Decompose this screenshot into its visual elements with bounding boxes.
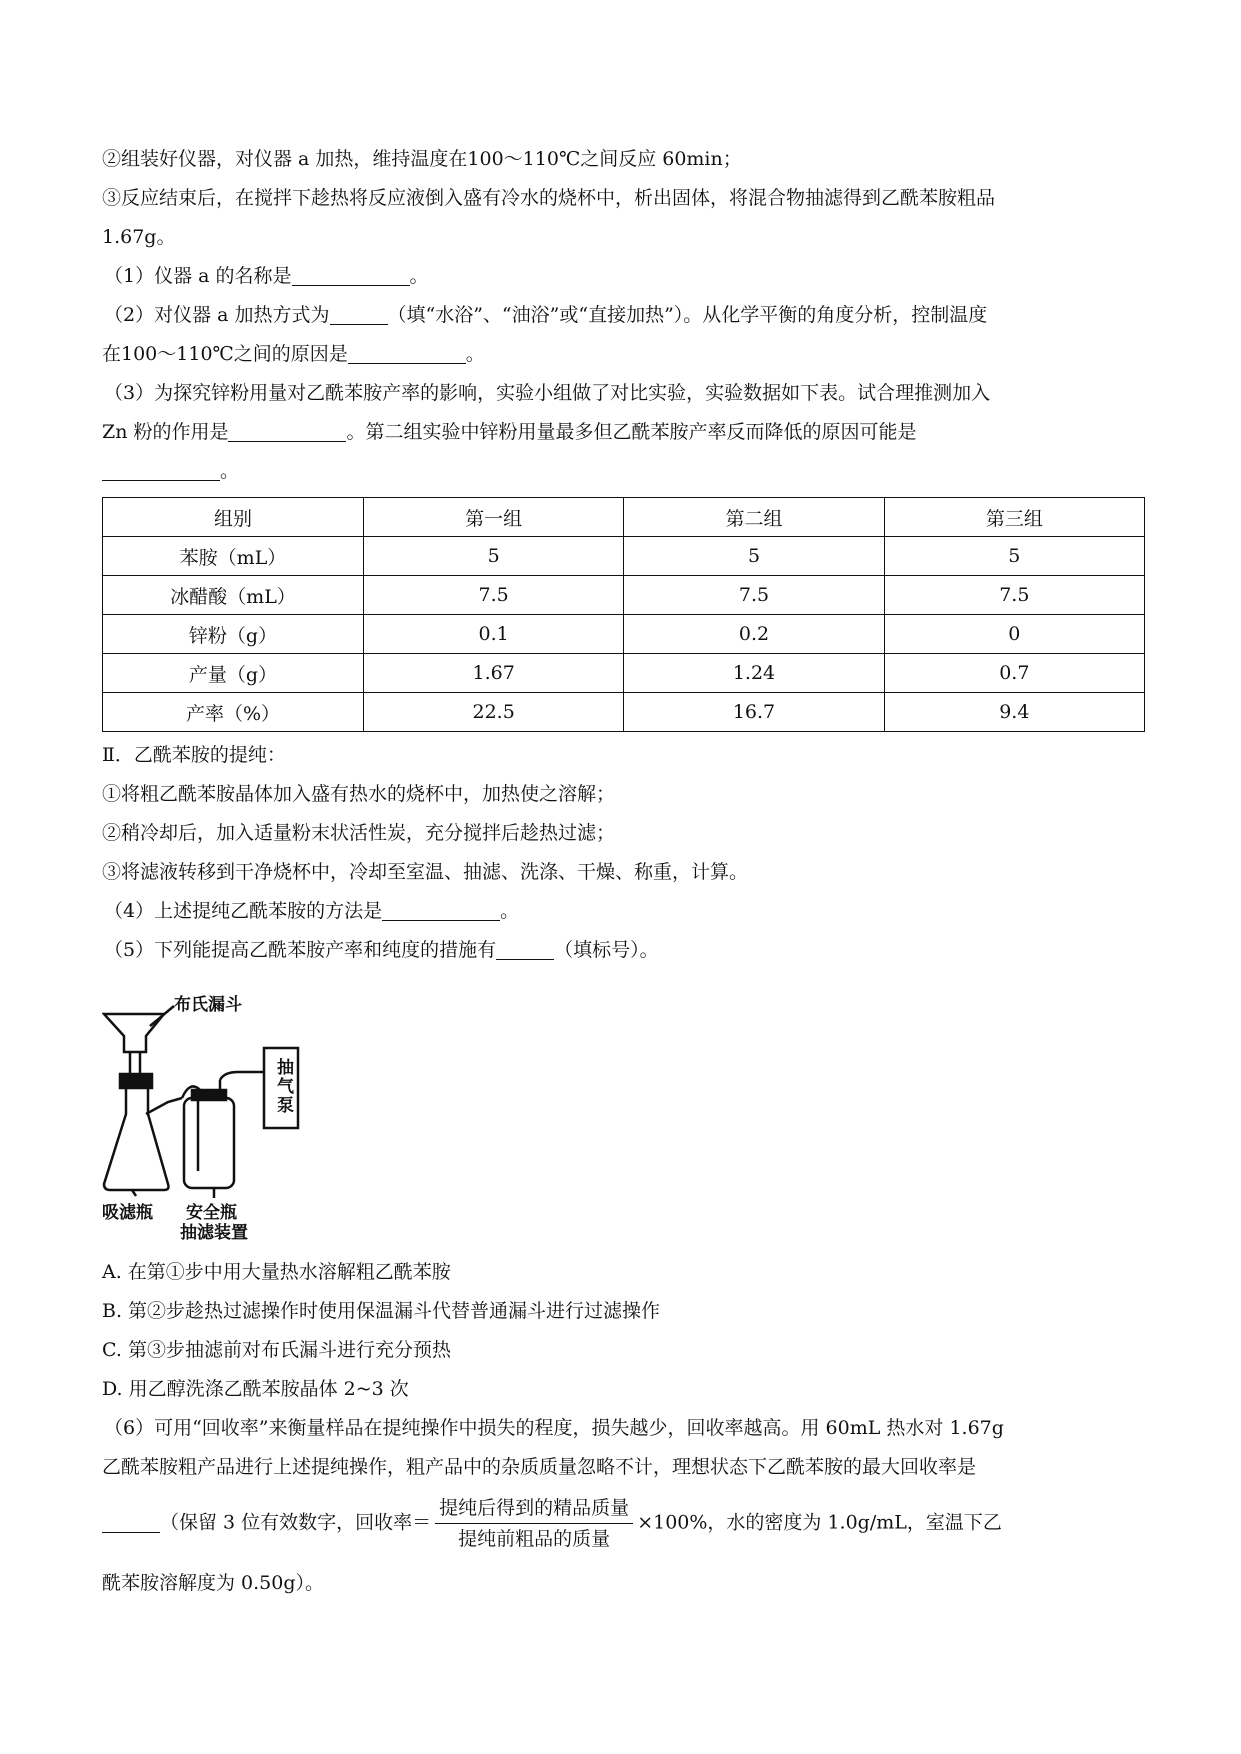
step3-text: ③反应结束后，在搅拌下趁热将反应液倒入盛有冷水的烧杯中，析出固体，将混合物抽滤得到乙酰苯胺粗品 — [102, 187, 996, 209]
question-3-line3 — [102, 452, 1147, 491]
table-cell: 冰醋酸（mL） — [103, 576, 364, 615]
table-cell: 0.2 — [624, 615, 884, 654]
table-cell: 0.1 — [364, 615, 624, 654]
part2-step3: ③将滤液转移到干净烧杯中，冷却至室温、抽滤、洗涤、干燥、称重，计算。 — [102, 861, 749, 883]
option-c[interactable]: C. 第③步抽滤前对布氏漏斗进行充分预热 — [102, 1339, 451, 1361]
table-cell: 22.5 — [364, 693, 624, 732]
part2-step2: ②稍冷却后，加入适量粉末状活性炭，充分搅拌后趁热过滤； — [102, 822, 616, 844]
question-3-line2-suffix: 。第二组实验中锌粉用量最多但乙酰苯胺产率反而降低的原因可能是 — [346, 421, 917, 443]
recovery-rate-fraction — [435, 1495, 633, 1552]
question-5-prefix: （5）下列能提高乙酰苯胺产率和纯度的措施有 — [104, 939, 497, 961]
table-cell: 5 — [884, 537, 1144, 576]
table-row — [103, 654, 1145, 693]
safety-bottle-label: 安全瓶 — [186, 1203, 237, 1223]
question-5 — [102, 931, 1147, 970]
question-1-suffix: 。 — [409, 265, 429, 287]
table-cell: 1.24 — [624, 654, 884, 693]
option-d[interactable]: D. 用乙醇洗涤乙酰苯胺晶体 2~3 次 — [102, 1378, 409, 1400]
question-6-formula-line — [102, 1495, 1147, 1552]
question-3-line2-prefix: Zn 粉的作用是 — [102, 421, 229, 443]
buchner-funnel-label: 布氏漏斗 — [174, 995, 242, 1015]
table-header-cell: 组别 — [103, 498, 364, 537]
figure-caption: 抽滤装置 — [180, 1223, 248, 1243]
question-5-suffix: （填标号）。 — [554, 939, 659, 961]
fraction-numerator: 提纯后得到的精品质量 — [435, 1495, 633, 1524]
question-2-prefix: （2）对仪器 a 加热方式为 — [104, 304, 330, 326]
question-4 — [102, 892, 1147, 931]
table-cell: 0 — [884, 615, 1144, 654]
table-cell: 锌粉（g） — [103, 615, 364, 654]
question-2-line2 — [102, 335, 1147, 374]
part2-step1: ①将粗乙酰苯胺晶体加入盛有热水的烧杯中，加热使之溶解； — [102, 783, 616, 805]
table-row — [103, 537, 1145, 576]
answer-blank-4[interactable] — [382, 898, 500, 921]
document-page — [102, 140, 1147, 1603]
table-cell: 9.4 — [884, 693, 1144, 732]
table-cell: 7.5 — [624, 576, 884, 615]
table-cell: 7.5 — [884, 576, 1144, 615]
question-4-suffix: 。 — [500, 900, 520, 922]
table-cell: 产量（g） — [103, 654, 364, 693]
safety-bottle-shape — [184, 1098, 234, 1188]
table-cell: 0.7 — [884, 654, 1144, 693]
formula-suffix: ×100%，水的密度为 1.0g/mL，室温下乙 — [637, 1511, 1002, 1534]
answer-blank-1[interactable] — [292, 263, 410, 286]
table-cell: 7.5 — [364, 576, 624, 615]
question-2-middle: （填“水浴”、“油浴”或“直接加热”）。从化学平衡的角度分析，控制温度 — [387, 304, 988, 326]
answer-blank-5[interactable] — [496, 937, 554, 960]
filter-flask-label: 吸滤瓶 — [102, 1203, 153, 1223]
table-row — [103, 576, 1145, 615]
question-4-prefix: （4）上述提纯乙酰苯胺的方法是 — [104, 900, 383, 922]
table-header-cell: 第三组 — [884, 498, 1144, 537]
table-cell: 产率（%） — [103, 693, 364, 732]
table-row — [103, 615, 1145, 654]
buchner-funnel-shape — [104, 1014, 164, 1052]
table-row — [103, 693, 1145, 732]
question-3-line3-suffix: 。 — [220, 460, 240, 482]
table-cell: 16.7 — [624, 693, 884, 732]
step2-text: ②组装好仪器，对仪器 a 加热，维持温度在100～110℃之间反应 60min； — [102, 148, 742, 170]
option-b[interactable]: B. 第②步趁热过滤操作时使用保温漏斗代替普通漏斗进行过滤操作 — [102, 1300, 661, 1322]
question-1 — [102, 257, 1147, 296]
answer-blank-3b[interactable] — [102, 458, 220, 481]
table-cell: 5 — [364, 537, 624, 576]
question-3-line2 — [102, 413, 1147, 452]
table-cell: 1.67 — [364, 654, 624, 693]
question-6-line4: 酰苯胺溶解度为 0.50g）。 — [102, 1572, 325, 1594]
question-2-line2-prefix: 在100～110℃之间的原因是 — [102, 343, 348, 365]
table-header-row — [103, 498, 1145, 537]
question-6: （6）可用“回收率”来衡量样品在提纯操作中损失的程度，损失越少，回收率越高。用 60mL 热水对 1.67g — [104, 1417, 1004, 1439]
question-3: （3）为探究锌粉用量对乙酰苯胺产率的影响，实验小组做了对比实验，实验数据如下表。试合理推测加入 — [104, 382, 991, 404]
experiment-data-table — [102, 497, 1145, 732]
question-2 — [102, 296, 1147, 335]
table-header-cell: 第二组 — [624, 498, 884, 537]
option-a[interactable]: A. 在第①步中用大量热水溶解粗乙酰苯胺 — [102, 1261, 451, 1283]
filter-flask-shape — [104, 1088, 169, 1190]
answer-blank-2b[interactable] — [348, 341, 466, 364]
answer-blank-6[interactable] — [102, 1510, 160, 1533]
table-cell: 5 — [624, 537, 884, 576]
question-2-line2-suffix: 。 — [465, 343, 485, 365]
fraction-denominator: 提纯前粗品的质量 — [458, 1528, 611, 1550]
step3-text-cont: 1.67g。 — [102, 226, 176, 248]
answer-blank-3a[interactable] — [228, 419, 346, 442]
question-1-prefix: （1）仪器 a 的名称是 — [104, 265, 292, 287]
table-header-cell: 第一组 — [364, 498, 624, 537]
table-cell: 苯胺（mL） — [103, 537, 364, 576]
suction-filtration-apparatus-figure — [102, 976, 362, 1223]
formula-prefix: （保留 3 位有效数字，回收率＝ — [160, 1511, 432, 1534]
vacuum-pump-label: 抽气泵 — [273, 1058, 293, 1115]
answer-blank-2a[interactable] — [330, 302, 388, 325]
question-6-line2: 乙酰苯胺粗产品进行上述提纯操作，粗产品中的杂质质量忽略不计，理想状态下乙酰苯胺的最大回收率是 — [102, 1456, 977, 1478]
part2-title: Ⅱ．乙酰苯胺的提纯： — [102, 744, 286, 766]
